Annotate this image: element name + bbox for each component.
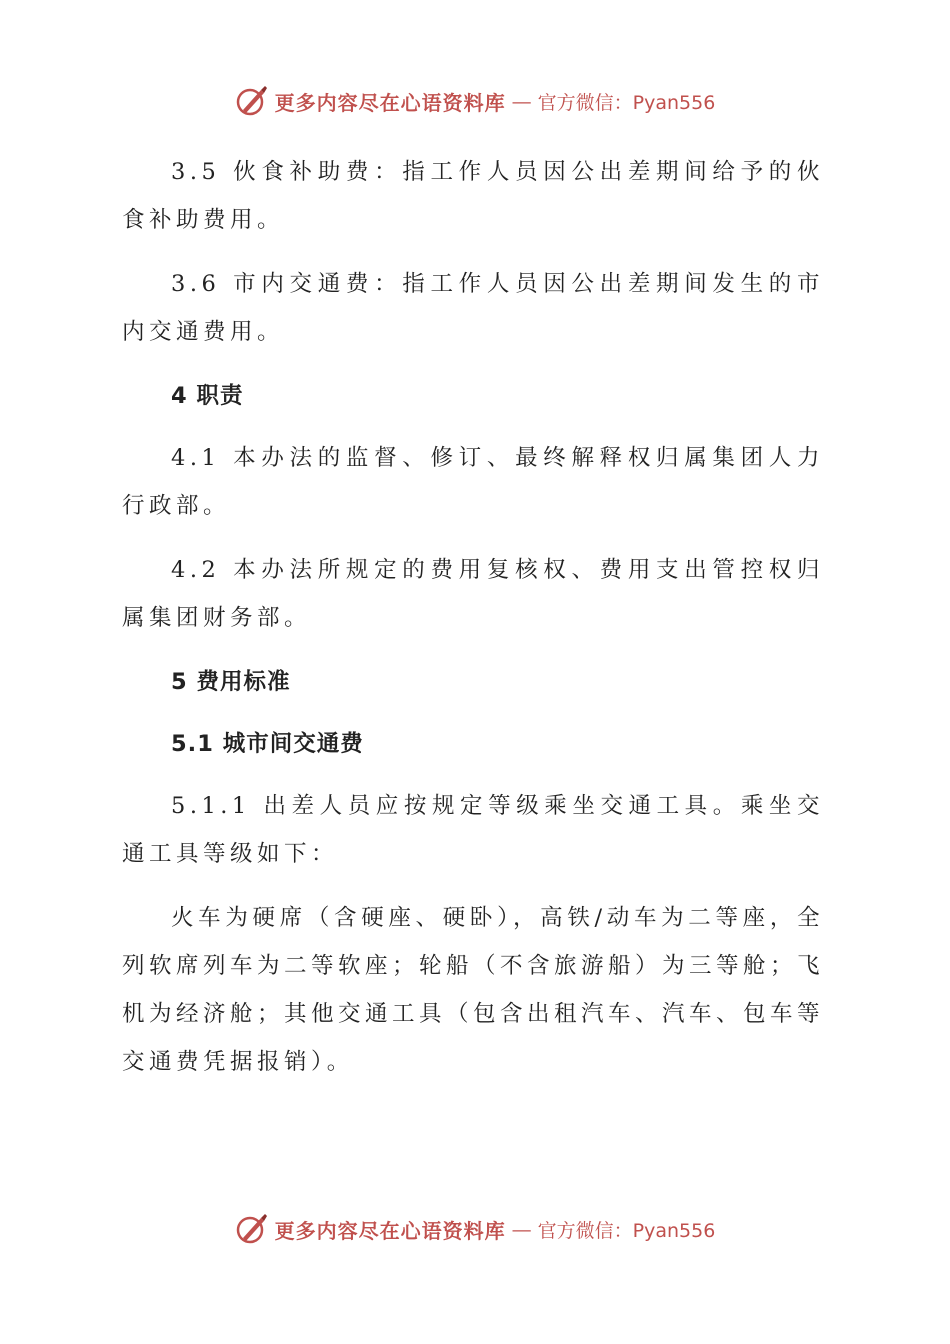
header-watermark — [0, 84, 950, 118]
paragraph-4-2: 4.2 本办法所规定的费用复核权、费用支出管控权归属集团财务部。 — [122, 557, 824, 631]
watermark-brand: 更多内容尽在心语资料库 — [274, 90, 506, 115]
pen-logo-icon — [235, 1212, 269, 1246]
watermark-separator: — — [511, 1217, 532, 1241]
heading-5-1-intercity-transport: 5.1 城市间交通费 — [171, 731, 364, 757]
document-body — [122, 148, 824, 1102]
watermark-wechat: 官方微信：Pyan556 — [537, 1219, 716, 1242]
heading-5-expense-standard: 5 费用标准 — [171, 669, 291, 695]
pen-logo-icon — [235, 84, 269, 118]
footer-watermark — [0, 1212, 950, 1246]
paragraph-5-1-1: 5.1.1 出差人员应按规定等级乘坐交通工具。乘坐交通工具等级如下： — [122, 793, 824, 867]
heading-4-duties: 4 职责 — [171, 383, 244, 409]
paragraph-transport-classes: 火车为硬席（含硬座、硬卧），高铁/动车为二等座，全列软席列车为二等软座；轮船（不含旅游船）为三等舱；飞机为经济舱；其他交通工具（包含出租汽车、汽车、包车等交通费凭据报销）。 — [122, 905, 825, 1075]
watermark-separator: — — [511, 89, 532, 113]
paragraph-4-1: 4.1 本办法的监督、修订、最终解释权归属集团人力行政部。 — [122, 445, 824, 519]
paragraph-3-5: 3.5 伙食补助费：指工作人员因公出差期间给予的伙食补助费用。 — [122, 159, 824, 233]
paragraph-3-6: 3.6 市内交通费：指工作人员因公出差期间发生的市内交通费用。 — [122, 271, 824, 345]
watermark-wechat: 官方微信：Pyan556 — [537, 91, 716, 114]
watermark-brand: 更多内容尽在心语资料库 — [274, 1218, 506, 1243]
